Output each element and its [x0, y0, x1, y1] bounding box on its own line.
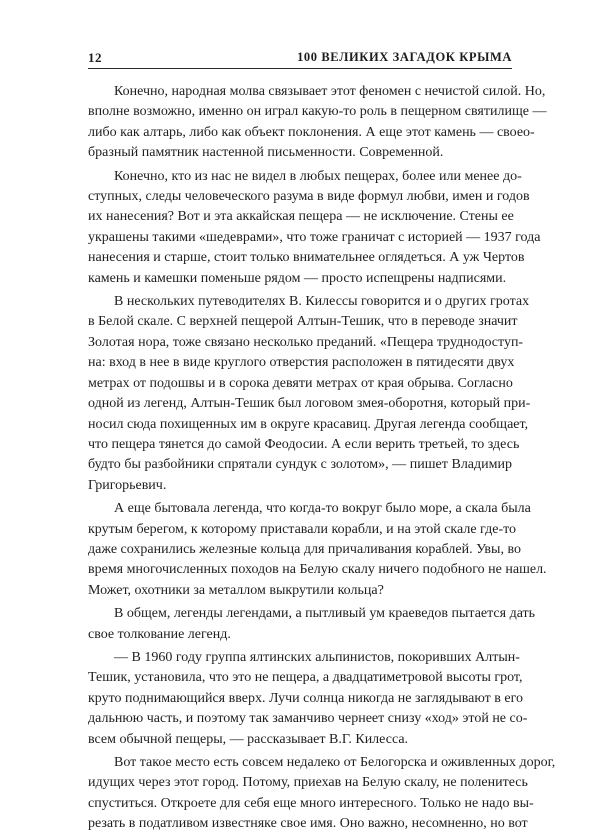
paragraph [88, 167, 541, 289]
text-line: дальнюю часть, и поэтому так заманчиво чернеет снизу «ход» этой не со- [88, 711, 528, 727]
text-line: носил сюда похищенных им в округе красавиц. Другая легенда сообщает, [88, 416, 529, 432]
paragraph [88, 82, 547, 164]
text-line: метрах от подошвы и в сорока девяти метрах от края обрыва. Согласно [88, 375, 513, 391]
text-line: В общем, легенды легендами, а пытливый ум краеведов пытается дать [114, 606, 536, 622]
paragraph [88, 499, 547, 601]
text-line: бразный памятник настенной письменности. Современной. [88, 145, 444, 161]
text-line: В нескольких путеводителях В. Килессы говорится и о других гротах [114, 294, 530, 310]
text-line: всем обычной пещеры, — рассказывает В.Г. Килесса. [88, 731, 409, 747]
text-line: Тешик, установила, что это не пещера, а двадцатиметровой высоты грот, [88, 670, 523, 686]
body-text [88, 82, 556, 838]
text-line: резать в податливом известняке свое имя. Оно важно, несомненно, но вот [88, 816, 528, 832]
text-line: А еще бытовала легенда, что когда-то вокруг было море, а скала была [114, 501, 531, 517]
paragraph [88, 648, 528, 750]
text-line: украшены такими «шедеврами», что тоже граничат с историей — 1937 года [88, 229, 541, 245]
book-title: 100 ВЕЛИКИХ ЗАГАДОК КРЫМА [297, 50, 512, 64]
text-line: крутым берегом, к которому приставали корабли, и на этой скале где-то [88, 521, 517, 537]
text-line: что пещера тянется до самой Феодосии. А если верить третьей, то здесь [88, 436, 520, 452]
running-head [88, 50, 512, 68]
text-line: вполне возможно, именно он играл какую-то роль в пещерном святилище — [88, 104, 547, 120]
text-line: Золотая нора, тоже связано несколько преданий. «Пещера труднодоступ- [88, 334, 524, 350]
text-line: нанесения и старше, стоит только внимательнее оглядеться. А уж Чертов [88, 250, 525, 266]
text-line: даже сохранились железные кольца для причаливания кораблей. Увы, во [88, 541, 521, 557]
text-line: Может, охотники за металлом выкрутили кольца? [88, 582, 384, 598]
text-line: ступных, следы человеческого разума в виде формул любви, имен и годов [88, 189, 530, 205]
page-number: 12 [88, 50, 102, 65]
paragraph [88, 292, 531, 496]
text-line: идущих через этот город. Потому, приехав на Белую скалу, не поленитесь [88, 775, 528, 791]
text-line: в Белой скале. С верхней пещерой Алтын-Тешик, что в переводе значит [88, 314, 518, 330]
text-line: Григорьевич. [88, 477, 167, 493]
text-line: Конечно, кто из нас не видел в любых пещерах, более или менее до- [114, 168, 522, 184]
text-line: Вот такое место есть совсем недалеко от Белогорска и оживленных дорог, [114, 755, 556, 770]
header-rule [88, 68, 512, 69]
text-line: либо как алтарь, либо как объект поклонения. А еще этот камень — своео- [88, 124, 535, 140]
paragraph [88, 604, 536, 645]
text-line: на: вход в нее в виде круглого отверстия расположен в пятидесяти двух [88, 355, 515, 371]
text-line: спуститься. Откроете для себя еще много интересного. Только не надо вы- [88, 795, 534, 811]
text-line: будто бы разбойники спрятали сундук с золотом», — пишет Владимир [88, 457, 512, 473]
text-line: время многочисленных походов на Белую скалу ничего подобного не нашел. [88, 562, 547, 578]
text-line: круто поднимающийся вверх. Лучи солнца никогда не заглядывают в его [88, 690, 523, 706]
text-line: одной из легенд, Алтын-Тешик был логовом змея-оборотня, который при- [88, 396, 531, 412]
paragraph [88, 753, 556, 835]
text-line: камень и камешки поменьше рядом — просто испещрены надписями. [88, 270, 507, 286]
text-line: свое толкование легенд. [88, 626, 231, 642]
text-line: их нанесения? Вот и эта аккайская пещера — не исключение. Стены ее [88, 209, 514, 225]
text-line: Конечно, народная молва связывает этот феномен с нечистой силой. Но, [114, 84, 546, 99]
text-line: — В 1960 году группа ялтинских альпинистов, покоривших Алтын- [114, 649, 520, 665]
